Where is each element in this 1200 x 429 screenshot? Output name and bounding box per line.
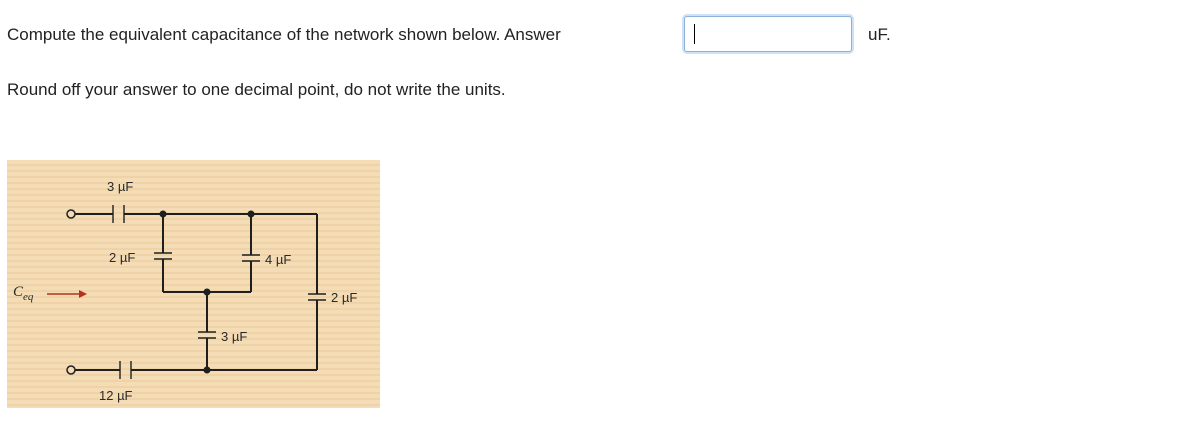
label-middle-shunt: 3 µF: [221, 329, 248, 344]
label-right-shunt: 4 µF: [265, 252, 292, 267]
label-top-series: 3 µF: [107, 179, 134, 194]
circuit-figure: [7, 160, 380, 408]
question-text: Compute the equivalent capacitance of the network shown below. Answer: [7, 25, 561, 44]
terminal-top: [67, 210, 75, 218]
label-bottom-series: 12 µF: [99, 388, 133, 403]
ceq-label: $C_{eq}$: [13, 284, 34, 303]
unit-label: uF.: [868, 25, 891, 44]
text-cursor: [694, 24, 695, 44]
label-outer-shunt: 2 µF: [331, 290, 358, 305]
instruction-text: Round off your answer to one decimal point, do not write the units.: [7, 80, 506, 99]
label-left-shunt: 2 µF: [109, 250, 136, 265]
circuit-diagram: [7, 160, 380, 408]
answer-input[interactable]: [684, 16, 852, 52]
terminal-bottom: [67, 366, 75, 374]
